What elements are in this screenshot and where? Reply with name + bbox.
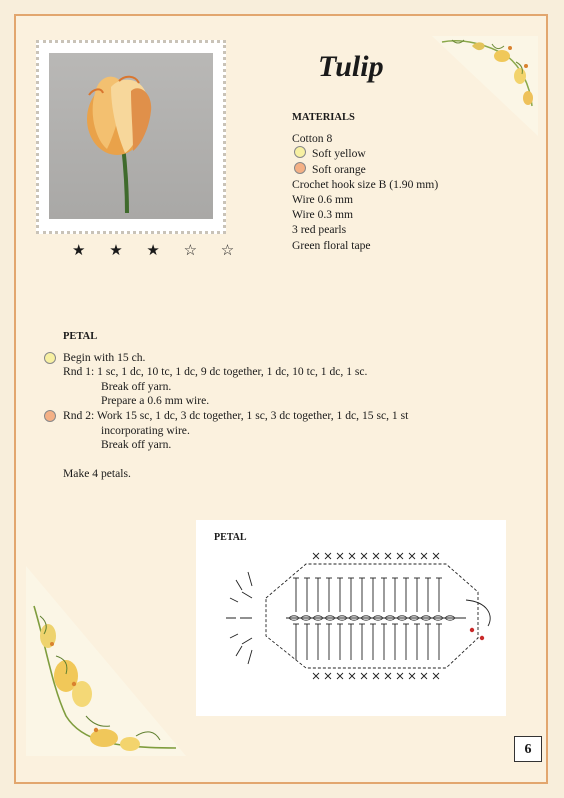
single-crochet-symbol	[325, 553, 331, 559]
single-crochet-symbol	[409, 673, 415, 679]
single-crochet-symbol	[433, 553, 439, 559]
difficulty-rating: ★ ★ ★ ☆ ☆	[72, 243, 245, 259]
single-crochet-symbol	[421, 673, 427, 679]
page-number: 6	[514, 736, 542, 762]
instruction-rnd1: Rnd 1: 1 sc, 1 dc, 10 tc, 1 dc, 9 dc together, 1 dc, 10 tc, 1 dc, 1 sc.	[63, 365, 368, 379]
single-crochet-symbol	[337, 553, 343, 559]
instruction-line: Break off yarn.	[101, 438, 172, 452]
single-crochet-symbol	[385, 553, 391, 559]
photo-frame	[36, 40, 226, 234]
yellow-swatch-icon	[44, 352, 56, 364]
materials-heading: MATERIALS	[292, 112, 355, 123]
crochet-diagram	[196, 520, 506, 716]
single-crochet-symbol	[361, 553, 367, 559]
yellow-swatch-icon	[294, 146, 306, 158]
material-item: 3 red pearls	[292, 223, 347, 237]
petal-heading: PETAL	[63, 331, 98, 342]
petal-chart	[196, 520, 506, 716]
single-crochet-symbol	[385, 673, 391, 679]
materials-section	[292, 110, 438, 253]
single-crochet-symbol	[397, 553, 403, 559]
single-crochet-symbol	[373, 553, 379, 559]
instruction-line: Break off yarn.	[101, 379, 172, 393]
material-item: Crochet hook size B (1.90 mm)	[292, 177, 439, 191]
material-item: Wire 0.6 mm	[292, 193, 354, 207]
single-crochet-symbol	[433, 673, 439, 679]
single-crochet-symbol	[313, 553, 319, 559]
tulip-photo	[49, 53, 213, 219]
single-crochet-symbol	[409, 553, 415, 559]
single-crochet-symbol	[421, 553, 427, 559]
orange-swatch-icon	[294, 162, 306, 174]
single-crochet-symbol	[397, 673, 403, 679]
diagram-title: PETAL	[214, 532, 247, 543]
instruction-rnd2: Rnd 2: Work 15 sc, 1 dc, 3 dc together, 1 sc, 3 dc together, 1 dc, 15 sc, 1 st	[44, 409, 408, 424]
instruction-make: Make 4 petals.	[63, 466, 131, 480]
single-crochet-symbol	[349, 673, 355, 679]
tulip-image	[49, 53, 213, 219]
instruction-line: incorporating wire.	[101, 423, 190, 437]
material-item: Wire 0.3 mm	[292, 208, 354, 222]
floral-ornament-top-right	[432, 36, 538, 136]
instruction-begin: Begin with 15 ch.	[44, 351, 408, 366]
single-crochet-symbol	[337, 673, 343, 679]
single-crochet-symbol	[361, 673, 367, 679]
single-crochet-symbol	[349, 553, 355, 559]
floral-ornament-bottom-left	[26, 566, 186, 756]
page-title: Tulip	[318, 50, 384, 83]
material-item: Cotton 8	[292, 132, 333, 146]
orange-swatch-icon	[44, 410, 56, 422]
material-item: Green floral tape	[292, 238, 371, 252]
material-item: Soft yellow	[292, 146, 438, 161]
single-crochet-symbol	[325, 673, 331, 679]
single-crochet-symbol	[313, 673, 319, 679]
petal-instructions	[44, 330, 408, 481]
material-item: Soft orange	[292, 162, 438, 177]
instruction-line: Prepare a 0.6 mm wire.	[101, 394, 210, 408]
single-crochet-symbol	[373, 673, 379, 679]
